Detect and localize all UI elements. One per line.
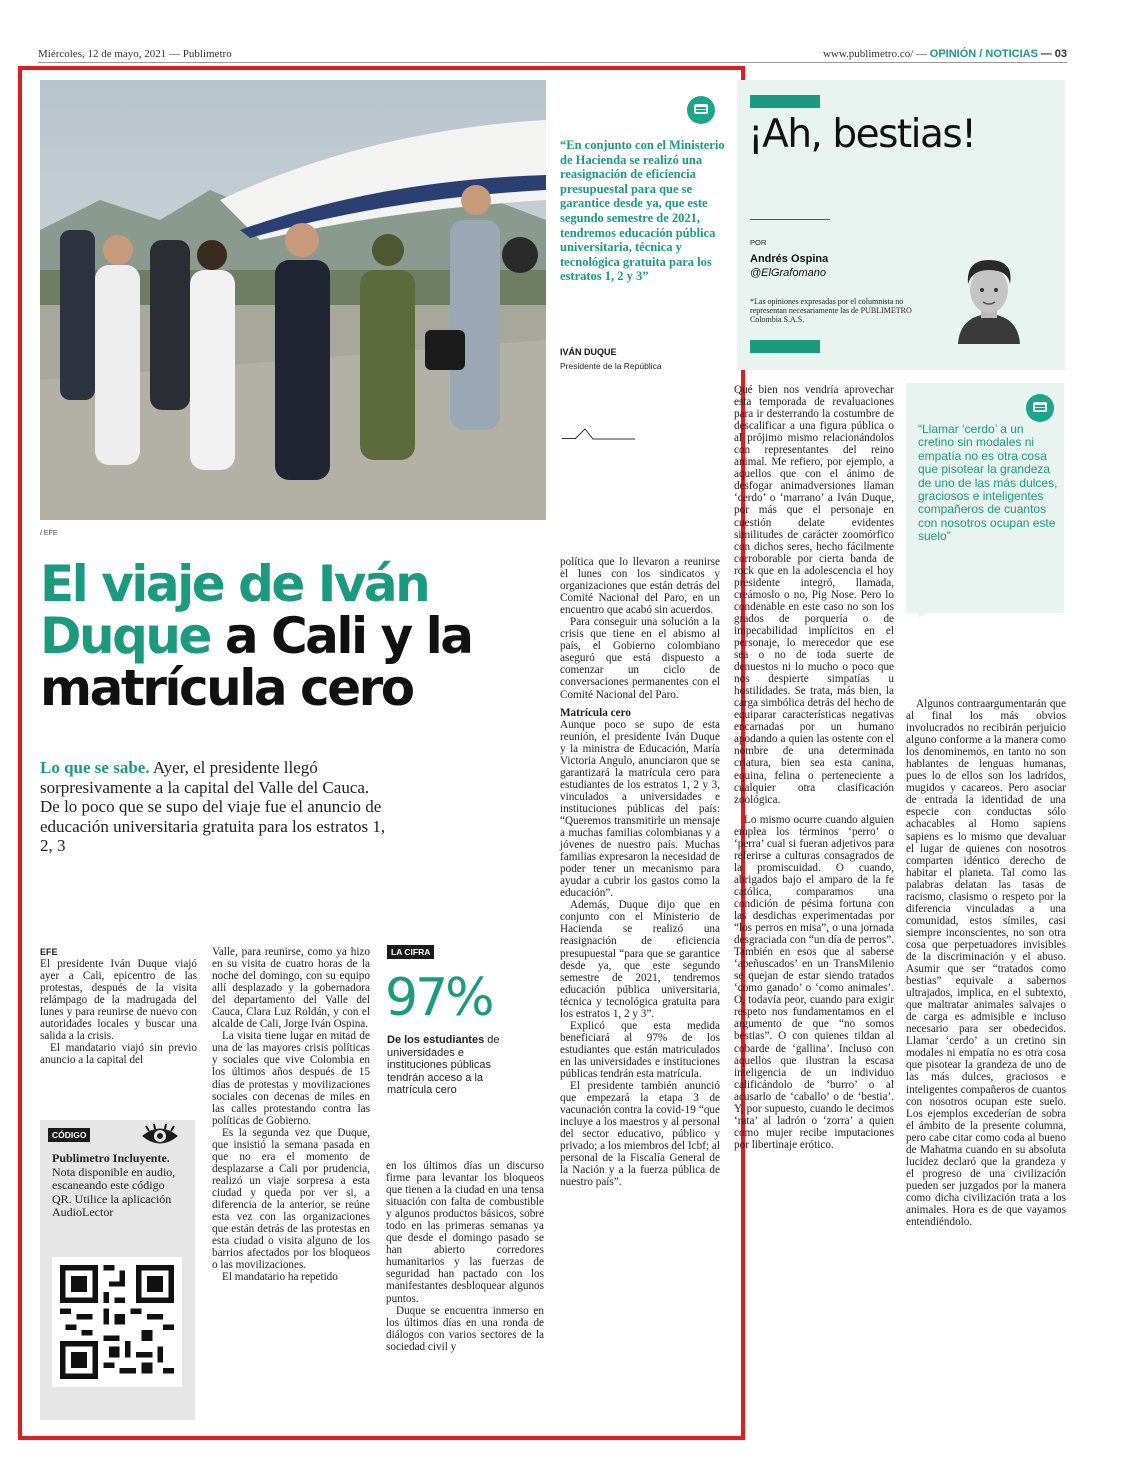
opinion-divider: [750, 219, 830, 220]
eye-icon: [140, 1123, 180, 1149]
article-column-2: [212, 946, 370, 1283]
audio-code-tag: CÓDIGO: [48, 1128, 90, 1142]
figure-caption-bold: De los estudiantes: [387, 1034, 485, 1046]
figure-caption: [387, 1034, 522, 1097]
divider-mark: [562, 438, 576, 439]
qr-code-icon: [60, 1265, 174, 1379]
article-column-1: [40, 946, 197, 1066]
paragraph: política que lo llevaron a reunirse el lunes con los sindicatos y organizaciones que están detrás del Comité Nacional del Paro, en un encuentro que acabó sin acuerdos.: [560, 556, 720, 617]
page-section-header: [823, 48, 1067, 60]
pull-quote-author: IVÁN DUQUE: [560, 347, 617, 357]
lead-kicker: Lo que se sabe.: [40, 758, 150, 777]
paragraph: El mandatario ha repetido: [222, 1271, 338, 1284]
article-column-3: [386, 1160, 544, 1353]
figure-tag: LA CIFRA: [387, 945, 434, 959]
audio-code-title: Publimetro Incluyente.: [52, 1151, 170, 1165]
paragraph: El mandatario viajó sin previo anuncio a la capital del: [40, 1042, 197, 1067]
article-headline: [40, 555, 550, 717]
paragraph: El presidente también anunció que empezará la etapa 3 de vacunación contra la covid-19 “que incluye a los maestros y al personal del sector educativo, público y privado; a los miembros del Icbf; al personal de la Fiscalía General de la Nación y a la fuerza pública de nuestro país”.: [560, 1080, 720, 1189]
article-column-4: [560, 556, 720, 1188]
opinion-disclaimer: *Las opiniones expresadas por el columnista no representan necesariamente las de PUBLIMETRO Colombia S.A.S.: [750, 297, 912, 324]
paragraph: Para conseguir una solución a la crisis que tiene en el abismo al país, el Gobierno colombiano aseguró que está dispuesto a comenzar un ciclo de conversaciones permanentes con el Comité Nacional del Paro.: [560, 616, 720, 701]
header-divider: [38, 62, 1067, 63]
article-lead: [40, 758, 390, 856]
figure-number: 97%: [385, 968, 492, 1028]
paragraph: Además, Duque dijo que en conjunto con el Ministerio de Hacienda se realizó una reasignación de eficiencia presupuestal “para que se garantice desde ya, que este segundo semestre de 2021, tendremos educación pública universitaria, técnica y tecnológica gratuita para los estratos 1, 2 y 3”.: [560, 899, 720, 1020]
headline-green-part: El viaje de Iván Duque: [40, 555, 429, 665]
paragraph: Qué bien nos vendría aprovechar esta temporada de revaluaciones para ir desterrando la costumbre de descalificar a una figura pública o al prójimo mismo relacionándolos con representantes del reino animal. Me refiero, por ejemplo, a aquellos que con el ánimo de desfogar animadversiones llaman ‘cerdo’ o ‘marrano’ a Iván Duque, por más que el personaje en cuestión delate evidentes similitudes de carácter zoomórfico con dichos seres, hecho fácilmente corroborable por cierta banda de rock que en la adolescencia el hoy presidente integró, llamada, creámoslo o no, Pig Nose. Pero lo condenable en este caso no son los grados de porquería o de impecabilidad implícitos en el personaje, lo merecedor que ese sea o no de toda suerte de denuestos ni lo mucho o poco que nos despierte simpatías u hostilidades. Se trata, más bien, la carga simbólica detrás del hecho de equiparar características negativas encarnadas por un humano apodando a quien las ostente con el nombre de una determinada criatura, bien sea esta canina, equina, felina o perteneciente a cualquier otra clasificación zoológica.: [734, 384, 894, 806]
author-portrait: [948, 252, 1030, 344]
paragraph: Algunos contraargumentarán que al final los más obvios involucrados no recibirán perjuicio alguno conforme a la manera como los denominemos, en tanto no son hablantes de lenguas humanas, pues lo de ellos son los ladridos, mugidos y cacareos. Pero asociar de entrada la identidad de una especie con conductas sólo achacables al Homo sapiens sapiens es lo mismo que devaluar el lugar de quienes con nosotros comparten idéntico derecho de habitar el planeta. Tal como las palabras delatan las tasas de racismo, clasismo o respeto por la diferencia vinculadas a una comunidad, estos símiles, casi siempre inconscientes, no son otra cosa que perpetuadores invisibles de la discriminación y el abuso. Asumir que ser “tratados como bestias” equivale a sabernos ultrajados, implica, en el subtexto, que maltratar animales salvajes o de carga es admisible e incluso necesario para ser obedecidos. Llamar ‘cerdo’ a un cretino sin modales ni empatía no es otra cosa que pisotear la grandeza de uno de las más dulces, graciosos e inteligentes compañeros de cuantos con nosotros ocupan este suelo. Los ejemplos excederían de sobra el ámbito de la presente columna, pero cabe citar como coda al bueno de Mahatma cuando en su absoluta lucidez declaró que la grandeza y el progreso de una civilización pueden ser juzgados por la manera como dicha civilización trata a los animales. Hora es de que vayamos entendiéndolo.: [906, 698, 1066, 1229]
subheading: Matrícula cero: [560, 706, 631, 719]
paragraph: en los últimos días un discurso firme para levantar los bloqueos que tienen a la ciudad en una tensa situación con falta de combustible y algunos productos básicos, sobre todo en las primeras semanas ya que desde el domingo pasado se han abierto corredores humanitarios y las fuerzas de seguridad han pactado con los manifestantes desbloquear algunos puntos.: [386, 1160, 544, 1305]
headline-dark-part: a Cali y la matrícula cero: [40, 607, 472, 717]
pull-quote-role: Presidente de la República: [560, 361, 662, 371]
qr-code[interactable]: [52, 1257, 182, 1387]
figure-caption-text: de universidades e instituciones públicas tendrán acceso a la matrícula cero: [387, 1034, 500, 1096]
audio-code-text: [52, 1152, 187, 1220]
pull-quote: “En conjunto con el Ministerio de Hacienda se realizó una reasignación de eficiencia presupuestal para que se garantice desde ya, que este segundo semestre de 2021, tendremos educación pública universitaria, técnica y tecnológica gratuita para los estratos 1, 2 y 3”: [560, 138, 725, 284]
quote-tail: [918, 606, 940, 618]
opinion-author: Andrés Ospina: [750, 253, 829, 265]
paragraph: Valle, para reunirse, como ya hizo en su visita de cuatro horas de la noche del domingo, con su equipo allí desplazado y la gobernadora del departamento del Valle del Cauca, Clara Luz Roldán, y con el alcalde de Cali, Jorge Iván Ospina.: [212, 946, 370, 1031]
paragraph: Es la segunda vez que Duque, que insistió la semana pasada en que no era el momento de desplazarse a Cali por prudencia, realizó un viaje sorpresa a esta ciudad y queda por ver si, a diferencia de la anterior, se reúne esta vez con las organizaciones que están detrás de las protestas en esta ciudad o visita alguno de los barrios afectados por los bloqueos o las movilizaciones.: [212, 1126, 370, 1272]
page-number: — 03: [1040, 48, 1067, 60]
accent-bar: [750, 95, 820, 108]
paragraph: Duque se encuentra inmerso en los últimos días en una ronda de diálogos con varios sectores de la sociedad civil y: [386, 1304, 544, 1353]
paragraph: Lo mismo ocurre cuando alguien emplea los términos ‘perro’ o ‘perra’ cual si fueran adjetivos para referirse a culturas consagrados de la promiscuidad. O cuando, abrigados bajo el amparo de la fe católica, comparamos una condición de pésima fortuna con las desdichas experimentadas por “los perros en misa”, o una jornada desgraciada con “un día de perros”. También en esos que al saberse ‘apeñuscados’ en un TransMilenio se quejan de estar siendo tratados ‘como ganado’ o ‘como animales’. O, todavía peor, cuando para exigir respeto nos fundamentamos en el argumento de que “no somos bestias”. O con quienes tildan al cobarde de ‘gallina’. Incluso con aquellos que ilustran la escasa inteligencia de un individuo calificándolo de ‘burro’ o al acusarlo de ‘caballo’ o de ‘bestia’. Y, por supuesto, cuando le decimos ‘rata’ al ladrón o ‘zorra’ a quien como mujer recibe imputaciones por libertinaje erótico.: [734, 813, 894, 1151]
opinion-handle[interactable]: @ElGrafomano: [750, 267, 826, 279]
lead-text: Ayer, el presidente llegó sorpresivamente a la capital del Valle del Cauca. De lo poco que se supo del viaje fue el anuncio de educación universitaria gratuita para los estratos 1, 2, 3: [40, 758, 386, 855]
site-url[interactable]: www.publimetro.co/ —: [822, 48, 928, 60]
paragraph: El presidente Iván Duque viajó ayer a Cali, epicentro de las protestas, después de la visita relámpago de la madrugada del lunes y para reunirse de nuevo con autoridades locales y buscar una salida a la crisis.: [40, 958, 197, 1043]
opinion-pull-quote: “Llamar ‘cerdo’ a un cretino sin modales ni empatía no es otra cosa que pisotear la grandeza de uno de las más dulces, graciosos e inteligentes compañeros de cuantos con nosotros ocupan este suelo”: [918, 422, 1058, 544]
photo-credit: / EFE: [40, 530, 58, 537]
opinion-por-label: POR: [750, 238, 767, 247]
quote-bubble-icon: [1026, 394, 1054, 422]
audio-code-desc: Nota disponible en audio, escaneando este código QR. Utilice la aplicación AudioLector: [52, 1164, 176, 1219]
quote-bubble-icon: [687, 96, 715, 124]
page-date-header: Miércoles, 12 de mayo, 2021 — Publimetro: [38, 48, 232, 60]
article-byline: EFE: [40, 947, 58, 957]
opinion-title: ¡Ah, bestias!: [748, 112, 976, 157]
paragraph: Aunque poco se supo de esta reunión, el presidente Iván Duque y la ministra de Educación, María Victoria Angulo, anunciaron que se garantizará la matrícula cero para estudiantes de los estratos 1, 2 y 3, vinculados a universidades e instituciones públicas del país: “Queremos transmitirle un mensaje a muchas familias colombianas y a jóvenes de nuestro país. Muchas familias expresaron la necesidad de poder tener un mecanismo para ayudar a cubrir los gastos como la educación”.: [560, 718, 720, 900]
paragraph: Explicó que esta medida beneficiará al 97% de los estudiantes que están matriculados en las universidades e instituciones públicas tendrán esta matrícula.: [560, 1019, 720, 1080]
divider-arrow: [575, 427, 635, 441]
paragraph: La visita tiene lugar en mitad de una de las mayores crisis políticas y sociales que vive Colombia en los últimos años después de 15 días de protestas y movilizaciones sociales con decenas de miles en las calles protestando contra las políticas de Gobierno.: [212, 1030, 370, 1127]
accent-bar: [750, 340, 820, 353]
opinion-column-1: [734, 384, 894, 1151]
opinion-column-2: [906, 698, 1066, 1228]
section-label: OPINIÓN / NOTICIAS: [929, 48, 1038, 60]
main-photo: [40, 80, 546, 520]
